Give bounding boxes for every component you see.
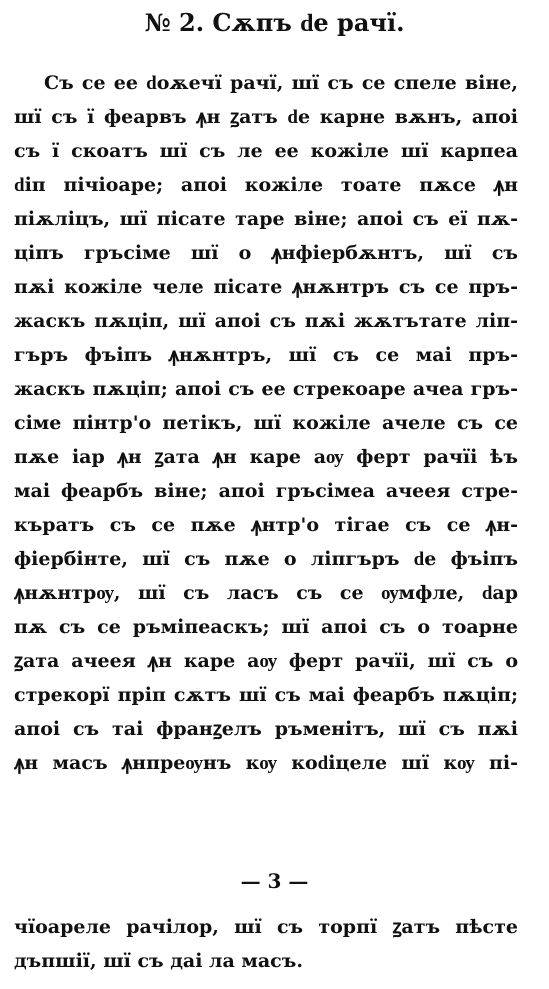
text-line: ꙟн масъ ꙟнпреѹнъ кѹ коԁіцеле шї кѹ пі-	[14, 752, 518, 774]
text-line: маі феарбъ віне; апоі гръсімеа ачеея стре-	[14, 480, 518, 502]
text-line: жаскъ пѫціп; апоі съ ее стрекоаре ачеа гръ-	[14, 378, 518, 400]
text-line: сіме пінтр'о петікъ, шї кожіле ачеле съ се	[14, 412, 518, 434]
recipe-body	[14, 66, 518, 780]
text-line: фіербінте, шї съ пѫе о ліпгъръ ԁе фъіпъ	[14, 548, 518, 570]
text-line: гъръ фъіпъ ꙟнѫнтръ, шї съ се маі пръ-	[14, 344, 518, 366]
continuation-text	[14, 910, 518, 978]
text-line: къратъ съ се пѫе ꙟнтр'о тігае съ се ꙟн-	[14, 514, 518, 536]
text-line: съ ї скоатъ шї съ ле ее кожіле шї карпеа	[14, 140, 518, 162]
text-line: дъпшії, шї съ даі ла масъ.	[14, 950, 303, 972]
text-line: стрекорї пріп сѫтъ шї съ маі феарбъ пѫціп;	[14, 684, 518, 706]
recipe-title: № 2. Сѫпъ ԁе рачї.	[144, 8, 405, 37]
text-line: піѫліцъ, шї пісате таре віне; апоі съ еї пѫ-	[14, 208, 518, 230]
text-line: пѫі кожіле челе пісате ꙟнѫнтръ съ се пръ-	[14, 276, 518, 298]
text-line: ԁіп пічіоаре; апоі кожіле тоате пѫсе ꙟн	[14, 174, 518, 196]
text-line: пѫе іар ꙟн ꙁата ꙟн каре аѹ ферт рачїі ѣъ	[14, 446, 518, 468]
text-line: Съ се ее ԁоѫечї рачї, шї съ се спеле віне,	[44, 72, 518, 94]
text-line: апоі съ таі франꙁелъ ръменітъ, шї съ пѫі	[14, 718, 518, 740]
text-line: ціпъ гръсіме шї о ꙟнфіербѫнтъ, шї съ	[14, 242, 518, 264]
text-line: чїоареле рачілор, шї съ торпї ꙁатъ пѣсте	[14, 916, 518, 938]
page-number: — 3 —	[240, 869, 309, 893]
text-line: жаскъ пѫціп, шї апоі съ пѫі жѫтътате ліп-	[14, 310, 518, 332]
text-line: ꙟнѫнтрѹ, шї съ ласъ съ се ѹмфле, ԁар	[14, 582, 518, 604]
text-line: ꙁата ачеея ꙟн каре аѹ ферт рачїі, шї съ о	[14, 650, 518, 672]
text-line: пѫ съ се ръміпеаскъ; шї апоі съ о тоарне	[14, 616, 518, 638]
text-line: шї съ ї феарвъ ꙟн ꙁатъ ԁе карне вѫнъ, апоі	[14, 106, 518, 128]
